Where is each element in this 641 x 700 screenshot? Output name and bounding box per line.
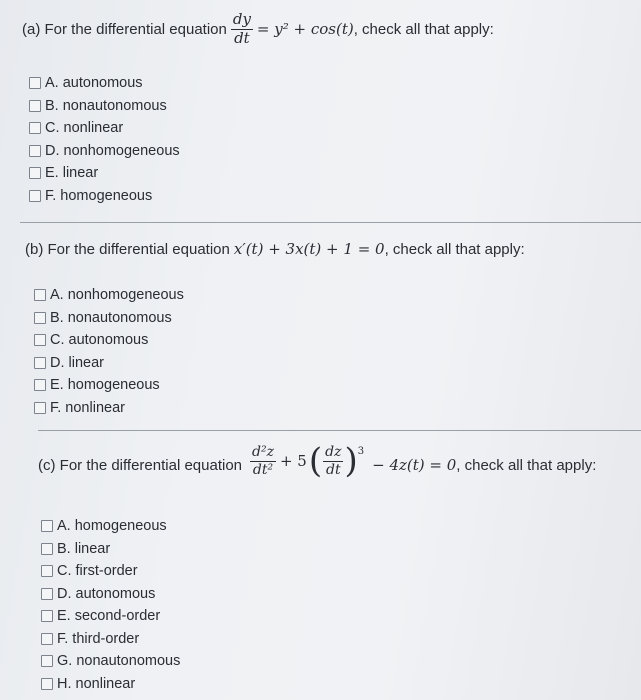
option-label: B. linear	[57, 540, 111, 557]
option-f-nonlinear[interactable]	[34, 397, 184, 420]
option-g-nonautonomous[interactable]	[41, 650, 180, 673]
option-h-nonlinear[interactable]	[41, 673, 180, 696]
checkbox[interactable]	[34, 312, 46, 324]
option-d-autonomous[interactable]	[41, 583, 180, 606]
checkbox[interactable]	[29, 145, 41, 157]
option-d-linear[interactable]	[34, 352, 184, 375]
question-a-suffix: , check all that apply:	[353, 20, 494, 38]
option-e-homogeneous[interactable]	[34, 374, 184, 397]
checkbox[interactable]	[41, 543, 53, 555]
fraction-denominator: dt	[234, 28, 250, 47]
option-label: D. autonomous	[57, 585, 156, 602]
fraction-numerator: d²z	[252, 443, 274, 460]
fraction-numerator: dy	[232, 10, 251, 28]
question-b-suffix: , check all that apply:	[384, 240, 525, 258]
option-e-linear[interactable]	[29, 162, 180, 185]
first-derivative-fraction	[323, 445, 343, 477]
question-c-equation: − 4z(t) = 0	[372, 456, 457, 474]
option-label: A. autonomous	[45, 75, 143, 92]
option-label: E. homogeneous	[50, 377, 160, 394]
option-label: G. nonautonomous	[57, 653, 181, 670]
checkbox[interactable]	[34, 357, 46, 369]
option-label: A. homogeneous	[57, 518, 167, 535]
checkbox[interactable]	[29, 190, 41, 202]
coefficient: + 5	[279, 452, 307, 470]
option-label: E. linear	[45, 165, 99, 182]
checkbox[interactable]	[34, 402, 46, 414]
option-label: H. nonlinear	[57, 675, 136, 692]
exponent: 3	[357, 446, 365, 457]
option-label: D. nonhomogeneous	[45, 142, 180, 159]
question-c-prompt	[38, 441, 597, 481]
question-c-options	[41, 515, 180, 695]
option-label: D. linear	[50, 354, 104, 371]
checkbox[interactable]	[34, 379, 46, 391]
option-c-autonomous[interactable]	[34, 329, 184, 352]
option-label: F. nonlinear	[50, 399, 125, 416]
option-e-second-order[interactable]	[41, 605, 180, 628]
fraction-numerator: dz	[325, 443, 342, 460]
option-label: B. nonautonomous	[50, 309, 172, 326]
option-b-linear[interactable]	[41, 538, 180, 561]
option-label: B. nonautonomous	[45, 97, 167, 114]
question-a-options	[29, 72, 180, 207]
option-f-third-order[interactable]	[41, 628, 180, 651]
question-a-equation: = y² + cos(t)	[256, 20, 354, 39]
checkbox[interactable]	[41, 633, 53, 645]
option-b-nonautonomous[interactable]	[29, 95, 180, 118]
question-b-equation: x′(t) + 3x(t) + 1 = 0	[233, 240, 385, 258]
checkbox[interactable]	[29, 100, 41, 112]
option-a-homogeneous[interactable]	[41, 515, 180, 538]
option-d-nonhomogeneous[interactable]	[29, 140, 180, 163]
option-a-autonomous[interactable]	[29, 72, 180, 95]
section-divider	[38, 430, 641, 431]
dy-dt-fraction	[231, 12, 253, 47]
option-label: C. autonomous	[50, 332, 149, 349]
option-label: E. second-order	[57, 608, 161, 625]
checkbox[interactable]	[29, 77, 41, 89]
checkbox[interactable]	[29, 167, 41, 179]
checkbox[interactable]	[41, 588, 53, 600]
option-f-homogeneous[interactable]	[29, 185, 180, 208]
checkbox[interactable]	[34, 334, 46, 346]
question-b-prompt	[25, 240, 525, 258]
question-c-prefix: (c) For the differential equation	[38, 456, 243, 474]
option-label: C. first-order	[57, 563, 138, 580]
option-label: A. nonhomogeneous	[50, 287, 184, 304]
question-c-suffix: , check all that apply:	[456, 456, 597, 474]
option-c-first-order[interactable]	[41, 560, 180, 583]
option-label: C. nonlinear	[45, 120, 124, 137]
checkbox[interactable]	[41, 678, 53, 690]
option-c-nonlinear[interactable]	[29, 117, 180, 140]
question-a-prefix: (a) For the differential equation	[22, 20, 227, 38]
question-b-options	[34, 284, 184, 419]
option-label: F. homogeneous	[45, 187, 153, 204]
option-label: F. third-order	[57, 630, 140, 647]
right-paren: )	[344, 441, 358, 481]
checkbox[interactable]	[41, 565, 53, 577]
question-b-prefix: (b) For the differential equation	[25, 240, 230, 258]
checkbox[interactable]	[41, 610, 53, 622]
checkbox[interactable]	[41, 655, 53, 667]
checkbox[interactable]	[29, 122, 41, 134]
option-a-nonhomogeneous[interactable]	[34, 284, 184, 307]
question-a-prompt	[22, 12, 494, 47]
fraction-denominator: dt²	[252, 461, 274, 478]
option-b-nonautonomous[interactable]	[34, 307, 184, 330]
checkbox[interactable]	[34, 289, 46, 301]
section-divider	[20, 222, 641, 223]
fraction-denominator: dt	[326, 461, 341, 478]
left-paren: (	[308, 441, 323, 481]
second-derivative-fraction	[250, 445, 276, 477]
checkbox[interactable]	[41, 520, 53, 532]
